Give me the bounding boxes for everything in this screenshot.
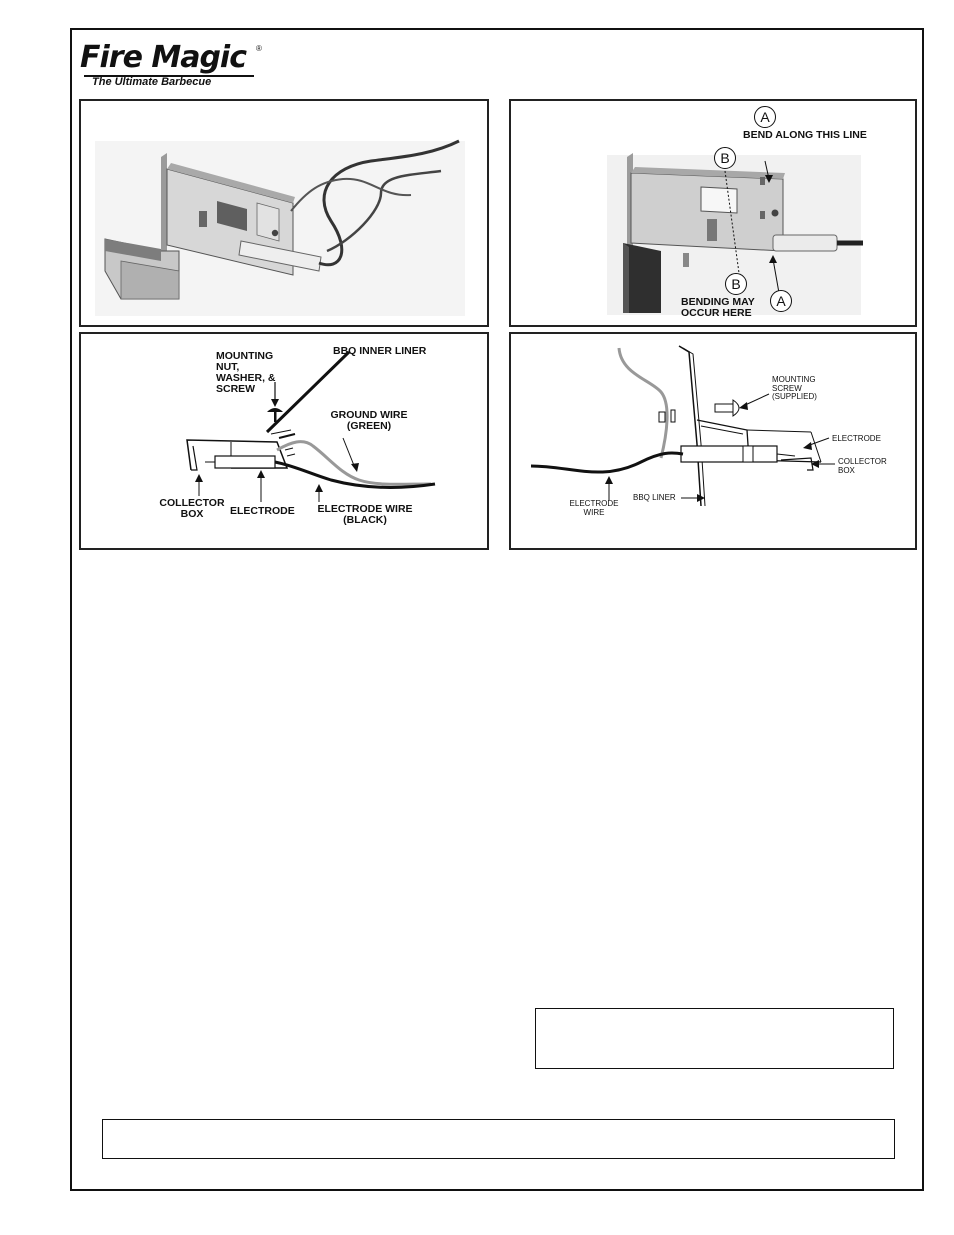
fire-magic-logo [80, 42, 270, 94]
footer-box [102, 1119, 895, 1159]
note-box [535, 1008, 894, 1069]
collector-box-label: COLLECTOR BOX [159, 497, 225, 520]
logo-brand-name: Fire Magic [80, 40, 247, 75]
mounting-hardware-label: MOUNTING NUT, WASHER, & SCREW [216, 350, 276, 395]
electrode-label: ELECTRODE [230, 505, 295, 517]
bbq-liner-label: BBQ LINER [633, 493, 676, 502]
figure-side-view [509, 332, 917, 550]
collector-box-label: COLLECTOR BOX [838, 457, 887, 475]
logo-tagline: The Ultimate Barbecue [92, 76, 212, 88]
collector-box-photo-illustration [81, 101, 487, 325]
marker-a-top: A [754, 106, 776, 128]
electrode-wire-label: ELECTRODE WIRE [569, 499, 619, 517]
registered-mark: ® [256, 44, 262, 53]
figure-bend-lines [509, 99, 917, 327]
mounting-screw-label: MOUNTING SCREW (SUPPLIED) [772, 375, 817, 401]
bend-along-line-label: BEND ALONG THIS LINE [743, 129, 867, 141]
marker-b-top: B [714, 147, 736, 169]
inner-liner-label: BBQ INNER LINER [333, 345, 427, 357]
electrode-label: ELECTRODE [832, 434, 881, 443]
marker-a-bottom: A [770, 290, 792, 312]
figure-collector-photo [79, 99, 489, 327]
marker-b-bottom: B [725, 273, 747, 295]
electrode-wire-label: ELECTRODE WIRE (BLACK) [317, 503, 413, 526]
figure-assembly-diagram [79, 332, 489, 550]
ground-wire-label: GROUND WIRE (GREEN) [330, 409, 408, 432]
bending-may-occur-label: BENDING MAY OCCUR HERE [681, 296, 755, 319]
